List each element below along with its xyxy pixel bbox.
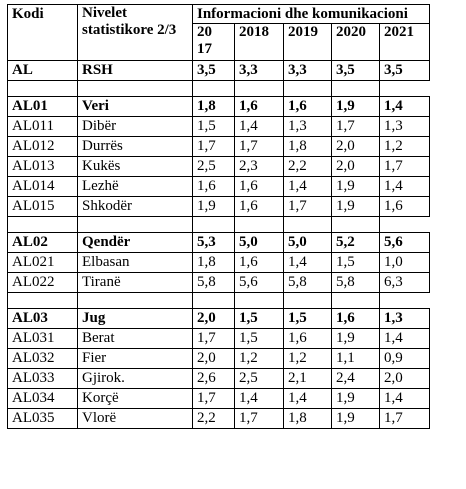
cell-code: AL035	[8, 409, 78, 429]
table-row	[8, 369, 430, 389]
cell-value: 1,9	[193, 197, 235, 217]
cell-value: 1,6	[332, 309, 380, 329]
cell-name: Dibër	[78, 117, 193, 137]
table-row	[8, 233, 430, 253]
blank-row	[8, 293, 430, 309]
cell-value: 1,4	[380, 177, 430, 197]
cell-name: Kukës	[78, 157, 193, 177]
cell-value: 5,6	[235, 273, 284, 293]
cell-code: AL02	[8, 233, 78, 253]
cell-code: AL034	[8, 389, 78, 409]
cell-value: 1,4	[284, 177, 332, 197]
cell-value: 1,6	[284, 329, 332, 349]
cell-value: 1,2	[235, 349, 284, 369]
cell-code: AL021	[8, 253, 78, 273]
cell-value: 5,6	[380, 233, 430, 253]
cell-name: Korçë	[78, 389, 193, 409]
cell-value: 3,5	[193, 61, 235, 81]
cell-value: 1,9	[332, 197, 380, 217]
cell-name: Vlorë	[78, 409, 193, 429]
cell-value: 1,5	[235, 329, 284, 349]
header-year: 20 17	[193, 24, 235, 61]
cell-code: AL011	[8, 117, 78, 137]
cell-value: 1,6	[235, 197, 284, 217]
blank-cell	[78, 293, 193, 309]
cell-value: 1,4	[380, 97, 430, 117]
blank-cell	[284, 217, 332, 233]
table-container	[7, 4, 430, 429]
cell-value: 2,3	[235, 157, 284, 177]
blank-cell	[332, 293, 380, 309]
cell-value: 3,5	[380, 61, 430, 81]
cell-value: 1,7	[193, 137, 235, 157]
cell-name: Elbasan	[78, 253, 193, 273]
cell-value: 1,7	[193, 389, 235, 409]
table-row	[8, 197, 430, 217]
header-year: 2018	[235, 24, 284, 61]
cell-value: 1,3	[284, 117, 332, 137]
cell-value: 1,7	[235, 409, 284, 429]
blank-cell	[332, 81, 380, 97]
cell-value: 3,5	[332, 61, 380, 81]
table-row	[8, 137, 430, 157]
cell-value: 1,5	[284, 309, 332, 329]
cell-value: 2,5	[235, 369, 284, 389]
table-row	[8, 273, 430, 293]
cell-value: 5,8	[284, 273, 332, 293]
cell-name: Qendër	[78, 233, 193, 253]
blank-row	[8, 217, 430, 233]
cell-name: Jug	[78, 309, 193, 329]
cell-value: 1,4	[380, 329, 430, 349]
header-year: 2019	[284, 24, 332, 61]
cell-value: 1,0	[380, 253, 430, 273]
cell-value: 1,9	[332, 389, 380, 409]
cell-value: 2,0	[193, 349, 235, 369]
cell-code: AL012	[8, 137, 78, 157]
header-level: Nivelet statistikore 2/3	[78, 5, 193, 61]
cell-name: Durrës	[78, 137, 193, 157]
cell-value: 1,4	[284, 253, 332, 273]
cell-value: 2,0	[332, 157, 380, 177]
header-group: Informacioni dhe komunikacioni	[193, 5, 430, 24]
cell-name: Lezhë	[78, 177, 193, 197]
table-body	[8, 61, 430, 429]
cell-value: 1,6	[380, 197, 430, 217]
cell-value: 1,6	[235, 177, 284, 197]
cell-value: 2,0	[332, 137, 380, 157]
cell-value: 1,4	[380, 389, 430, 409]
cell-value: 2,0	[380, 369, 430, 389]
cell-value: 1,5	[193, 117, 235, 137]
cell-value: 1,7	[235, 137, 284, 157]
cell-value: 1,7	[284, 197, 332, 217]
table-row	[8, 329, 430, 349]
cell-value: 1,7	[193, 329, 235, 349]
blank-cell	[193, 217, 235, 233]
blank-cell	[284, 81, 332, 97]
table-row	[8, 253, 430, 273]
header-code: Kodi	[8, 5, 78, 61]
cell-value: 1,8	[284, 409, 332, 429]
table-row	[8, 61, 430, 81]
cell-value: 1,6	[235, 253, 284, 273]
table-row	[8, 177, 430, 197]
blank-cell	[284, 293, 332, 309]
table-row	[8, 117, 430, 137]
cell-value: 1,7	[380, 409, 430, 429]
table-row	[8, 349, 430, 369]
cell-code: AL013	[8, 157, 78, 177]
cell-value: 1,8	[284, 137, 332, 157]
cell-value: 2,0	[193, 309, 235, 329]
blank-cell	[235, 81, 284, 97]
cell-value: 1,9	[332, 97, 380, 117]
cell-value: 1,4	[284, 389, 332, 409]
blank-cell	[235, 217, 284, 233]
blank-cell	[8, 293, 78, 309]
table-row	[8, 157, 430, 177]
blank-cell	[235, 293, 284, 309]
cell-value: 5,0	[284, 233, 332, 253]
cell-value: 1,6	[193, 177, 235, 197]
cell-value: 5,2	[332, 233, 380, 253]
cell-value: 3,3	[284, 61, 332, 81]
header-year: 2020	[332, 24, 380, 61]
cell-code: AL015	[8, 197, 78, 217]
cell-name: Berat	[78, 329, 193, 349]
cell-value: 5,0	[235, 233, 284, 253]
table-row	[8, 97, 430, 117]
header-row-group	[8, 5, 430, 24]
blank-row	[8, 81, 430, 97]
cell-value: 3,3	[235, 61, 284, 81]
cell-value: 2,2	[193, 409, 235, 429]
cell-name: RSH	[78, 61, 193, 81]
cell-value: 2,2	[284, 157, 332, 177]
cell-name: Veri	[78, 97, 193, 117]
cell-value: 1,6	[284, 97, 332, 117]
cell-code: AL	[8, 61, 78, 81]
cell-name: Shkodër	[78, 197, 193, 217]
blank-cell	[193, 293, 235, 309]
cell-value: 1,8	[193, 97, 235, 117]
cell-code: AL033	[8, 369, 78, 389]
cell-code: AL031	[8, 329, 78, 349]
cell-code: AL032	[8, 349, 78, 369]
header-year: 2021	[380, 24, 430, 61]
cell-value: 5,8	[332, 273, 380, 293]
cell-value: 1,2	[284, 349, 332, 369]
cell-value: 1,5	[332, 253, 380, 273]
blank-cell	[332, 217, 380, 233]
cell-value: 1,9	[332, 177, 380, 197]
cell-value: 1,4	[235, 389, 284, 409]
table-row	[8, 389, 430, 409]
cell-value: 1,9	[332, 329, 380, 349]
blank-cell	[8, 217, 78, 233]
blank-cell	[78, 81, 193, 97]
table-row	[8, 309, 430, 329]
cell-value: 2,4	[332, 369, 380, 389]
cell-value: 6,3	[380, 273, 430, 293]
cell-value: 1,4	[235, 117, 284, 137]
cell-code: AL014	[8, 177, 78, 197]
blank-cell	[8, 81, 78, 97]
cell-value: 5,8	[193, 273, 235, 293]
statistics-table	[7, 4, 430, 429]
cell-value: 1,1	[332, 349, 380, 369]
cell-value: 1,2	[380, 137, 430, 157]
cell-value: 1,7	[380, 157, 430, 177]
cell-name: Gjirok.	[78, 369, 193, 389]
blank-cell	[78, 217, 193, 233]
cell-value: 2,1	[284, 369, 332, 389]
cell-value: 1,3	[380, 309, 430, 329]
cell-value: 5,3	[193, 233, 235, 253]
cell-value: 1,8	[193, 253, 235, 273]
cell-code: AL022	[8, 273, 78, 293]
cell-value: 1,5	[235, 309, 284, 329]
table-row	[8, 409, 430, 429]
cell-value: 0,9	[380, 349, 430, 369]
cell-value: 2,5	[193, 157, 235, 177]
cell-name: Fier	[78, 349, 193, 369]
cell-value: 1,3	[380, 117, 430, 137]
cell-code: AL01	[8, 97, 78, 117]
cell-value: 2,6	[193, 369, 235, 389]
cell-value: 1,6	[235, 97, 284, 117]
cell-value: 1,9	[332, 409, 380, 429]
cell-code: AL03	[8, 309, 78, 329]
blank-cell	[193, 81, 235, 97]
cell-value: 1,7	[332, 117, 380, 137]
cell-name: Tiranë	[78, 273, 193, 293]
